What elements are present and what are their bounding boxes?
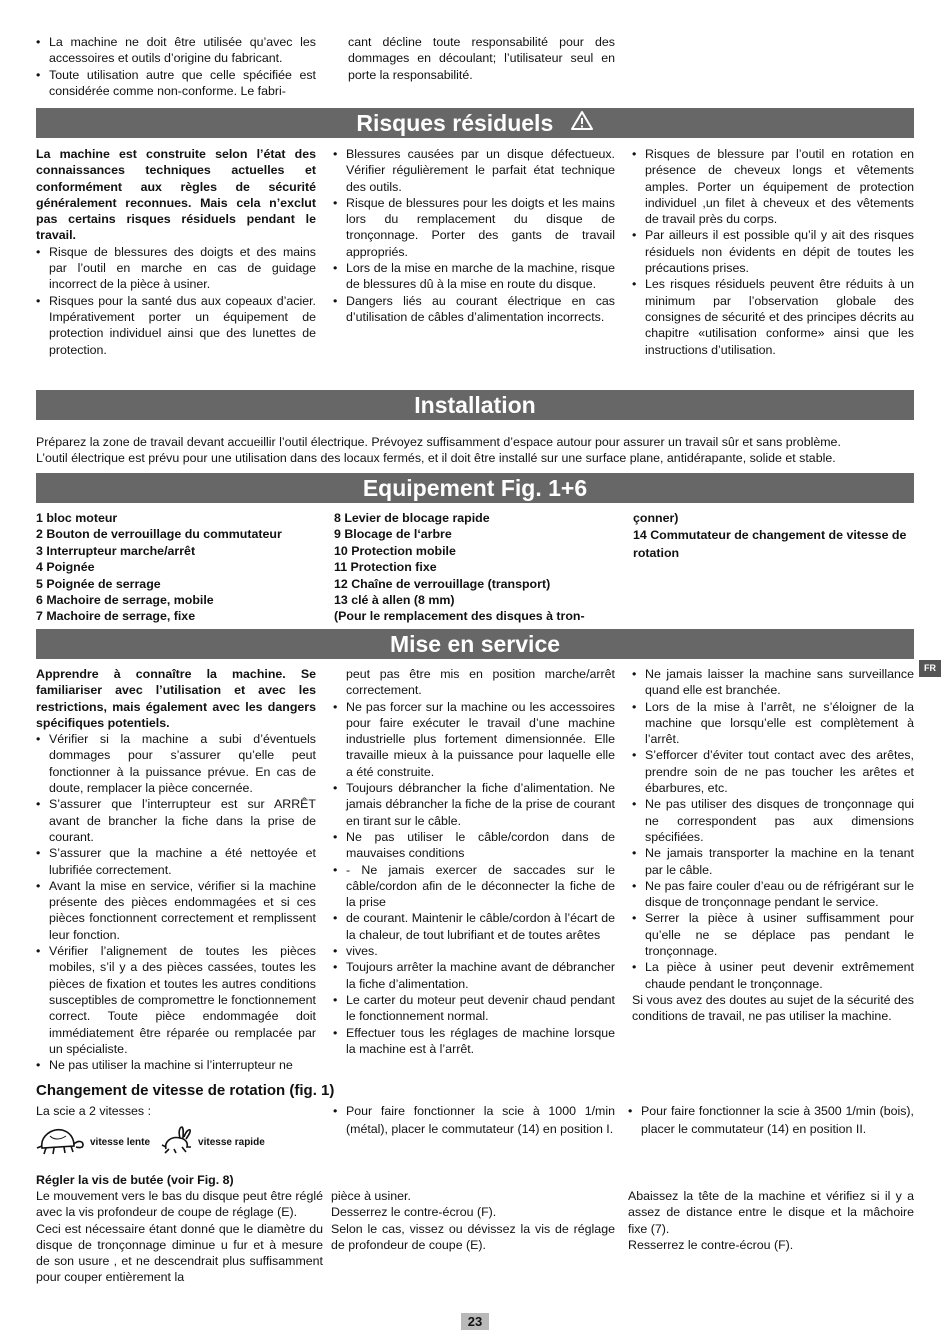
page-number: 23	[461, 1313, 489, 1330]
parts-item: 9 Blocage de l‘arbre	[334, 527, 452, 542]
section-title: Installation	[414, 392, 536, 418]
list-item: • Lors de la mise en marche de la machine, risque de blessures dû à la mise en route du disque.	[333, 260, 615, 293]
list-item: • La pièce à usiner peut devenir extrêmement chaude pendant le tronçonnage.	[632, 959, 914, 992]
list-item: • Risques pour la santé dus aux copeaux d’acier. Impérativement porter un équipement de protection individuel ainsi que des lunettes de protection.	[36, 293, 316, 358]
paragraph: Resserrez le contre-écrou (F).	[628, 1237, 794, 1252]
risques-col-3	[632, 146, 914, 358]
paragraph: Abaissez la tête de la machine et vérifiez si il y a assez de distance entre le disque et la mâchoire fixe (7).	[628, 1189, 914, 1236]
list-item: • Blessures causées par un disque défectueux. Vérifier régulièrement le parfait état technique des outils.	[333, 146, 615, 195]
section-banner-risques	[36, 108, 914, 138]
continued-text: peut pas être mis en position marche/arrêt correctement.	[346, 667, 615, 698]
section-lead: La machine est construite selon l’état des connaissances techniques actuelles et conformément aux règles de sécurité généralement reconnues. Mais cela n’exclut pas certains risques résiduels pendant le travail.	[36, 147, 316, 243]
list-item: • Avant la mise en service, vérifier si la machine présente des pièces endommagées et si ces pièces fonctionnent correctement et remplissent leur fonction.	[36, 878, 316, 943]
list-item: • Les risques résiduels peuvent être réduits à un minimum par l’observation globale des consignes de sécurité et des principes décrits au chapitre «utilisation conforme» ainsi que les instructions d’utilisation.	[632, 276, 914, 357]
list-item: • Effectuer tous les réglages de machine lorsque la machine est à l’arrêt.	[333, 1025, 615, 1058]
list-item: • Vérifier l’alignement de toutes les pièces mobiles, s’il y a des pièces cassées, toutes les pièces de fixation et toutes les autres conditions susceptibles de compromettre le fonctionnement correct. Toute pièce endommagée doit immédiatement être réparée ou remplacée par un spécialiste.	[36, 943, 316, 1057]
list-item: • Ne pas utiliser le câble/cordon dans de mauvaises conditions	[333, 829, 615, 862]
installation-text	[36, 434, 916, 467]
list-item: • Toujours débrancher la fiche d’alimentation. Ne jamais débrancher la fiche de la prise de courant en tirant sur le câble.	[333, 780, 615, 829]
list-item: • Toujours arrêter la machine avant de débrancher la fiche d’alimentation.	[333, 959, 615, 992]
parts-item: 2 Bouton de verrouillage du commutateur	[36, 527, 282, 542]
list-item: • Risque de blessures pour les doigts et les mains lors du remplacement du disque de tronçonnage. Porter des gants de travail appropriés.	[333, 195, 615, 260]
list-item: • Risque de blessures des doigts et des mains par l’outil en marche en cas de guidage incorrect de la pièce à usiner.	[36, 244, 316, 293]
paragraph: Desserrez le contre-écrou (F).	[331, 1205, 497, 1220]
equipement-col-2	[334, 510, 619, 625]
list-item: • Dangers liés au courant électrique en cas d’utilisation de câbles d’alimentation incorrects.	[333, 293, 615, 326]
parts-item: 3 Interrupteur marche/arrêt	[36, 543, 196, 558]
section-banner-mise-en-service	[36, 629, 914, 659]
mise-col-2	[333, 666, 615, 1057]
parts-item: 1 bloc moteur	[36, 511, 118, 525]
list-item: • Par ailleurs il est possible qu’il y ait des risques résiduels non évidents en dépit de toutes les précautions prises.	[632, 227, 914, 276]
parts-item: 14 Commutateur de changement de vitesse de rotation	[633, 528, 907, 561]
mise-col-1	[36, 666, 316, 1073]
parts-item: 5 Poignée de serrage	[36, 576, 161, 591]
list-item: • S’assurer que la machine a été nettoyée et lubrifiée correctement.	[36, 845, 316, 878]
speed-intro: La scie a 2 vitesses :	[36, 1104, 152, 1118]
turtle-icon	[36, 1124, 86, 1162]
speed-col-3	[628, 1103, 914, 1138]
paragraph: L’outil électrique est prévu pour une utilisation dans des locaux fermés, et il doit être installé sur une surface plane, antidérapante, solide et stable.	[36, 451, 836, 466]
list-item: • Ne jamais laisser la machine sans surveillance quand elle est branchée.	[632, 666, 914, 699]
list-item: • Ne pas faire couler d’eau ou de réfrigérant sur le disque de tronçonnage pendant le service.	[632, 878, 914, 911]
list-item: • Serrer la pièce à usiner suffisamment pour qu’elle ne se déplace pas pendant le tronçonnage.	[632, 910, 914, 959]
paragraph: Préparez la zone de travail devant accueillir l’outil électrique. Prévoyez suffisamment d’espace autour pour assurer un travail sûr et sans problème.	[36, 435, 841, 449]
rabbit-icon	[160, 1125, 194, 1161]
risques-col-2	[333, 146, 615, 325]
parts-item: 7 Machoire de serrage, fixe	[36, 609, 196, 624]
butee-col-1	[36, 1188, 323, 1286]
butee-col-3	[628, 1188, 914, 1253]
risques-col-1	[36, 146, 316, 358]
speed-col-2	[333, 1103, 615, 1138]
parts-item: 12 Chaîne de verrouillage (transport)	[334, 576, 551, 591]
parts-item: 11 Protection fixe	[334, 560, 437, 575]
list-item: • Risques de blessure par l’outil en rotation en présence de cheveux longs et vêtements amples. Porter un équipement de protection individuel ,un filet à cheveux et des vêtements de travail près du corps.	[632, 146, 914, 227]
parts-item: çonner)	[633, 511, 679, 525]
intro-col-2: cant décline toute responsabilité pour des dommages en découlant; l’utilisateur seul en porte la responsabilité.	[348, 35, 615, 82]
butee-col-2	[331, 1188, 615, 1253]
parts-item: 8 Levier de blocage rapide	[334, 511, 490, 525]
section-title: Mise en service	[389, 631, 561, 657]
section-banner-equipement	[36, 473, 914, 503]
paragraph: Ceci est nécessaire étant donné que le diamètre du disque de tronçonnage diminue u fur et à mesure de son usure , et ne descendrait plus suffisamment pour couper entièrement la	[36, 1221, 323, 1285]
list-item: • Toute utilisation autre que celle spécifiée est considérée comme non-conforme. Le fabri-	[36, 67, 316, 100]
paragraph: Si vous avez des doutes au sujet de la sécurité des conditions de travail, ne pas utiliser la machine.	[632, 992, 914, 1024]
list-item: • S’assurer que l’interrupteur est sur ARRÊT avant de brancher la fiche dans la prise de courant.	[36, 796, 316, 845]
speed-fast-label: vitesse rapide	[198, 1137, 265, 1148]
section-banner-installation	[36, 390, 914, 420]
list-item: • de courant. Maintenir le câble/cordon à l’écart de la chaleur, de tout lubrifiant et de toutes arêtes	[333, 910, 615, 943]
parts-item: 10 Protection mobile	[334, 543, 456, 558]
list-item: • Le carter du moteur peut devenir chaud pendant le fonctionnement normal.	[333, 992, 615, 1025]
list-item: • Vérifier si la machine a subi d’éventuels dommages pour s’assurer qu’elle peut fonctionner à la puissance prévue. En cas de doute, remplacer la pièce concernée.	[36, 731, 316, 796]
list-item: • Lors de la mise à l’arrêt, ne s’éloigner de la machine que lorsqu’elle est complètement à l’arrêt.	[632, 699, 914, 748]
section-title: Risques résiduels	[356, 110, 554, 136]
list-item: • - Ne jamais exercer de saccades sur le câble/cordon afin de le déconnecter la fiche de la prise	[333, 862, 615, 911]
paragraph: pièce à usiner.	[331, 1189, 411, 1203]
equipement-col-3	[633, 510, 915, 562]
warning-icon	[570, 108, 594, 138]
list-item: • Ne pas utiliser des disques de tronçonnage qui ne correspondent pas aux dimensions spécifiées.	[632, 796, 914, 845]
parts-item: (Pour le remplacement des disques à tron-	[334, 609, 585, 624]
list-item: • Pour faire fonctionner la scie à 3500 1/min (bois), placer le commutateur (14) en position II.	[628, 1103, 914, 1138]
speed-legend	[36, 1124, 265, 1162]
speed-slow-label: vitesse lente	[90, 1137, 151, 1148]
equipement-col-1	[36, 510, 326, 625]
mise-col-3	[632, 666, 914, 1025]
list-item: • vives.	[333, 943, 615, 959]
list-item: • Ne pas forcer sur la machine ou les accessoires pour faire exécuter le travail d’une machine industrielle plus fortement dimensionnée. Elle travaille mieux à la puissance pour laquelle elle a été construite.	[333, 699, 615, 780]
list-item: • Pour faire fonctionner la scie à 1000 1/min (métal), placer le commutateur (14) en position I.	[333, 1103, 615, 1138]
intro-col-1	[36, 34, 316, 99]
language-tab: FR	[919, 660, 941, 677]
list-item: • S’efforcer d’éviter tout contact avec des arêtes, prendre soin de ne pas toucher les arêtes et ébarbures, etc.	[632, 747, 914, 796]
subsection-heading: Régler la vis de butée (voir Fig. 8)	[36, 1173, 234, 1187]
list-item: • Ne jamais transporter la machine en la tenant par le câble.	[632, 845, 914, 878]
section-lead: Apprendre à connaître la machine. Se familiariser avec l’utilisation et avec les restrictions, mais également avec les dangers spécifiques potentiels.	[36, 667, 316, 730]
list-item: • La machine ne doit être utilisée qu’avec les accessoires et outils d’origine du fabricant.	[36, 34, 316, 67]
parts-item: 4 Poignée	[36, 560, 95, 575]
parts-item: 6 Machoire de serrage, mobile	[36, 593, 214, 608]
section-title: Equipement Fig. 1+6	[362, 475, 588, 501]
parts-item: 13 clé à allen (8 mm)	[334, 593, 455, 608]
paragraph: Le mouvement vers le bas du disque peut être réglé avec la vis profondeur de coupe de réglage (E).	[36, 1189, 323, 1220]
paragraph: Selon le cas, vissez ou dévissez la vis de réglage de profondeur de coupe (E).	[331, 1221, 615, 1252]
list-item: • Ne pas utiliser la machine si l’interrupteur ne	[36, 1057, 316, 1073]
subsection-heading: Changement de vitesse de rotation (fig. 1)	[36, 1082, 335, 1099]
